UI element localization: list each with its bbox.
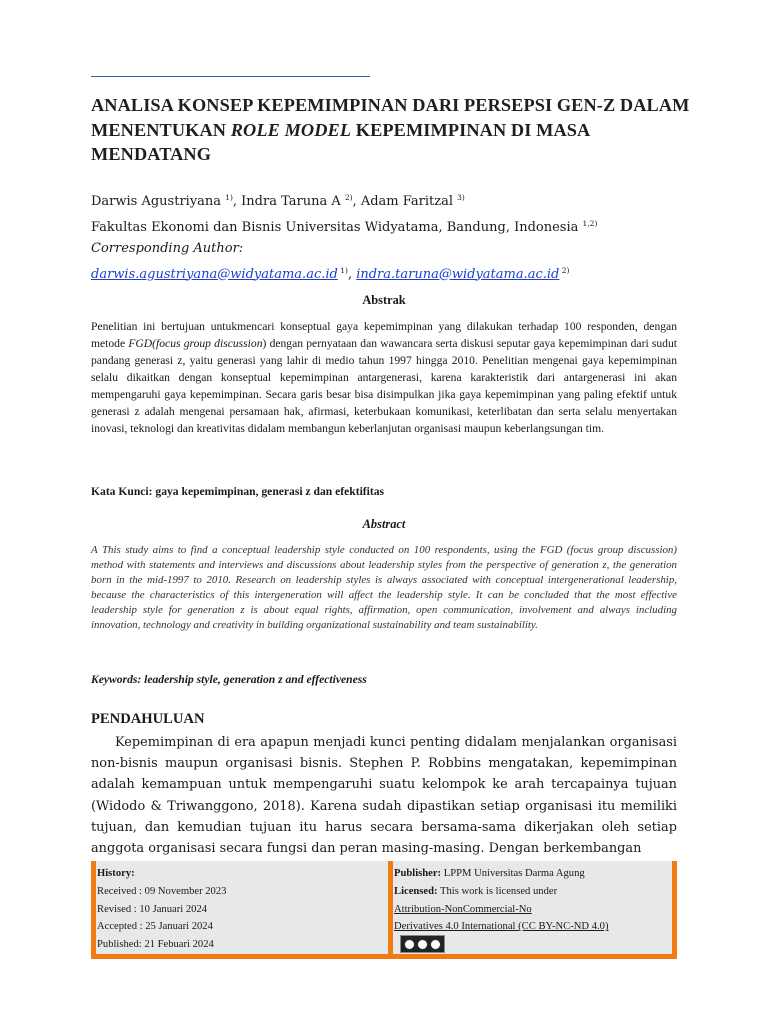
corresponding-label: Corresponding Author: — [91, 241, 244, 256]
history-block — [97, 865, 226, 954]
abstract-en-text: A This study aims to find a conceptual leadership style conducted on 100 respondents, using the FGD (focus group discussion) method with statements and interviews and discussions about leadership styles from the perspective of generation z, the generation born in the mid-1997 to 2010. Research on leadership styles is always associated with conceptual intergenerational leadership, because the characteristics of this intergeneration will affect the leadership style. It can be concluded that the most effective leadership style for generation z is about equal rights, affirmation, open communication, involvement and always including innovation, technology and creativity in building organizational sustainability and team sustainability. — [91, 544, 677, 631]
paper-title — [91, 93, 691, 167]
accent-bar-middle — [388, 861, 393, 959]
licensed-line: Licensed: This work is licensed under — [394, 885, 558, 897]
publisher-line: Publisher: LPPM Universitas Darma Agung — [394, 868, 585, 879]
keywords-en: Keywords: leadership style, generation z and effectiveness — [91, 673, 367, 686]
kata-kunci: Kata Kunci: gaya kepemimpinan, generasi z dan efektifitas — [91, 485, 385, 498]
article-info-box — [91, 861, 677, 959]
history-revised: Revised : 10 Januari 2024 — [97, 903, 208, 915]
history-accepted: Accepted : 25 Januari 2024 — [97, 921, 213, 933]
title-part-1: ANALISA KONSEP KEPEMIMPINAN DARI PERSEPSI GEN-Z DALAM MENENTUKAN — [91, 95, 690, 140]
affiliation: Fakultas Ekonomi dan Bisnis Universitas Widyatama, Bandung, Indonesia $^{1,2)}$ — [91, 218, 598, 235]
email-link-1[interactable]: darwis.agustriyana@widyatama.ac.id — [91, 266, 338, 282]
license-block — [394, 865, 608, 936]
license-link-line-1[interactable]: Attribution-NonCommercial-No — [394, 903, 532, 915]
abstrak-text: Penelitian ini bertujuan untukmencari konseptual gaya kepemimpinan yang dilakukan terhadap 100 responden, dengan metode FGD(focus group discussion) dengan pernyataan dan wawancara serta diskusi seputar gaya kepemimpinan dari sudut pandang generasi z, yaitu generasi yang lahir di medio tahun 1997 hingga 2010. Penelitian mengenai gaya kepemimpinan selalu dikaitkan dengan konseptual kepemimpinan antargenerasi, karena karakteristik dari antargenerasi ini akan mempengaruhi gaya kepemimpinan. Secara garis besar bisa disimpulkan jika gaya kepemimpinan yang paling efektif untuk generasi z adalah mengenai persamaan hak, afirmasi, keterbukaan komunikasi, keterlibatan dan serta selalu menyertakan inovasi, teknologi dan kreativitas didalam membangun keberlanjutan organisasi maupun keberlangsungan tim. — [91, 320, 677, 435]
email-link-2[interactable]: indra.taruna@widyatama.ac.id — [356, 266, 560, 282]
author-block — [91, 187, 691, 285]
accent-bar-left — [91, 861, 96, 959]
history-received: Received : 09 November 2023 — [97, 885, 227, 897]
email-line: darwis.agustriyana@widyatama.ac.id $^{1)}$, indra.taruna@widyatama.ac.id $^{2)}$ — [91, 265, 570, 282]
accent-bar-right — [672, 861, 677, 959]
accent-bar-bottom — [91, 954, 677, 959]
intro-paragraph: Kepemimpinan di era apapun menjadi kunci penting didalam menjalankan organisasi non-bisnis maupun organisasi bisnis. Stephen P. Robbins mengatakan, kepemimpinan adalah kemampuan untuk mempengaruhi suatu kelompok ke arah tercapainya tujuan (Widodo & Triwanggono, 2018). Karena sudah dipastikan setiap organisasi itu memiliki tujuan, dan kemudian tujuan itu harus secara bersama-sama dikerjakan oleh setiap anggota organisasi secara fungsi dan peran masing-masing. Dengan berkembangan — [91, 735, 677, 857]
intro-body — [91, 732, 677, 859]
cc-by-nc-nd-icon[interactable] — [400, 935, 445, 953]
history-published: Published: 21 Febuari 2024 — [97, 939, 214, 951]
title-italic: ROLE MODEL — [230, 119, 352, 140]
section-heading-pendahuluan: PENDAHULUAN — [91, 711, 205, 727]
author-names: Darwis Agustriyana $^{1)}$, Indra Taruna A $^{2)}$, Adam Faritzal $^{3)}$ — [91, 193, 465, 209]
title-part-2: KEPEMIMPINAN DI MASA MENDATANG — [91, 119, 590, 164]
abstract-en-heading: Abstract — [362, 517, 406, 531]
history-label: History: — [97, 868, 135, 879]
top-rule — [91, 76, 370, 77]
abstrak-heading: Abstrak — [362, 293, 406, 307]
license-link-line-2[interactable]: Derivatives 4.0 International (CC BY-NC-ND 4.0) — [394, 921, 609, 933]
